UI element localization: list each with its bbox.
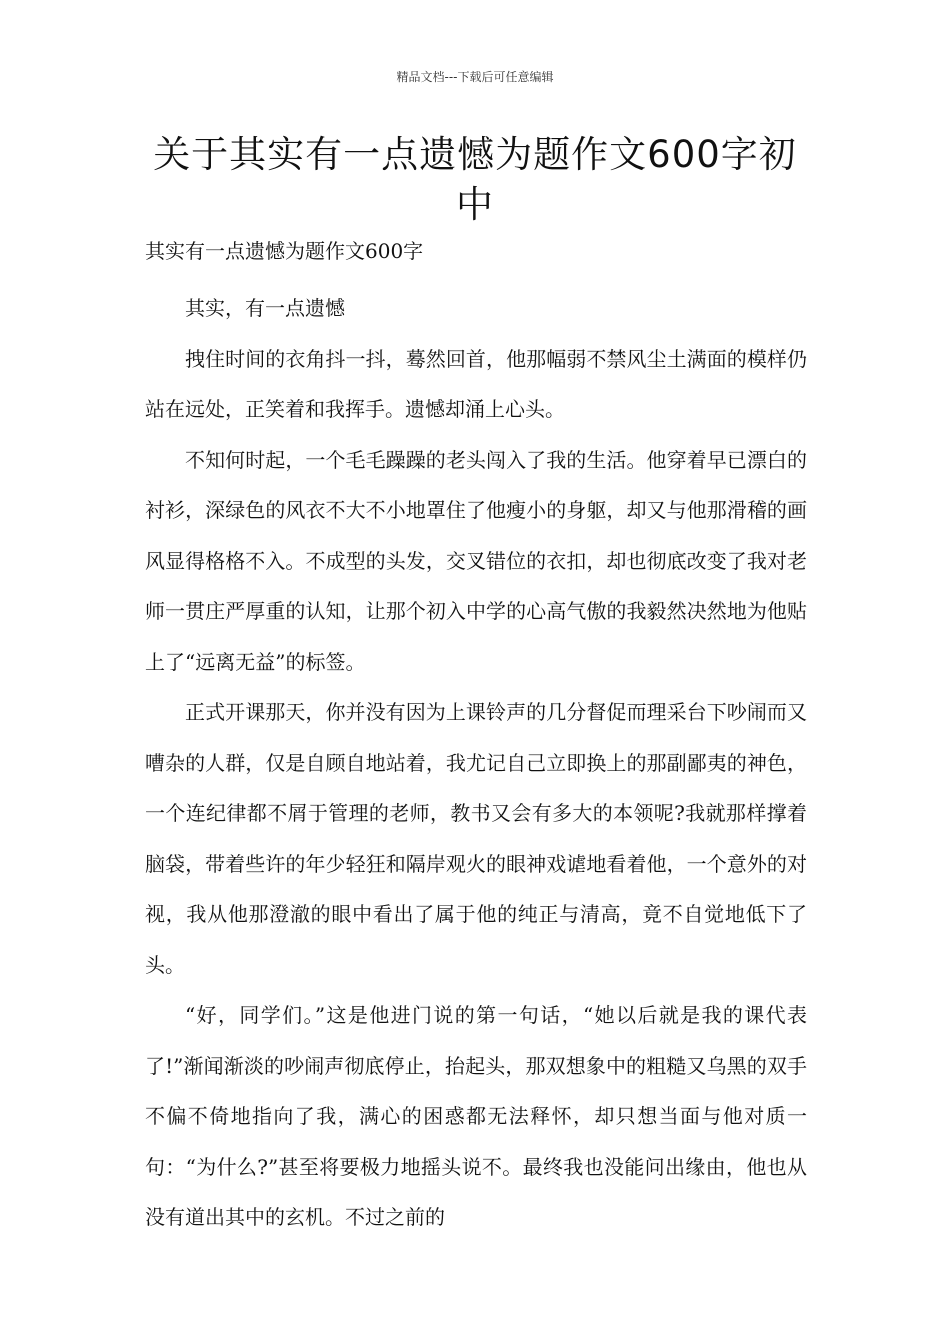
paragraph: “好，同学们。”这是他进门说的第一句话，“她以后就是我的课代表了!”渐闻渐淡的吵闹声彻底停止，抬起头，那双想象中的粗糙又乌黑的双手不偏不倚地指向了我，满心的困惑都无法释怀，却只想当面与他对质一句：“为什么?”甚至将要极力地摇头说不。最终我也没能问出缘由，他也从没有道出其中的玄机。不过之前的 <box>145 1003 807 1229</box>
paragraph: 其实，有一点遗憾 <box>185 296 345 320</box>
document-body <box>145 283 807 1243</box>
paragraph: 拽住时间的衣角抖一抖，蓦然回首，他那幅弱不禁风尘土满面的模样仍站在远处，正笑着和我挥手。遗憾却涌上心头。 <box>145 346 807 421</box>
paragraph: 正式开课那天，你并没有因为上课铃声的几分督促而理采台下吵闹而又嘈杂的人群，仅是自顾自地站着，我尤记自己立即换上的那副鄙夷的神色，一个连纪律都不屑于管理的老师，教书又会有多大的本领呢?我就那样撑着脑袋，带着些许的年少轻狂和隔岸观火的眼神戏谑地看着他，一个意外的对视，我从他那澄澈的眼中看出了属于他的纯正与清高，竟不自觉地低下了头。 <box>145 700 807 977</box>
document-title: 关于其实有一点遗憾为题作文600字初中 <box>153 133 797 226</box>
paragraph: 不知何时起，一个毛毛躁躁的老头闯入了我的生活。他穿着早已漂白的衬衫，深绿色的风衣不大不小地罩住了他瘦小的身躯，却又与他那滑稽的画风显得格格不入。不成型的头发，交叉错位的衣扣，却也彻底改变了我对老师一贯庄严厚重的认知，让那个初入中学的心高气傲的我毅然决然地为他贴上了“远离无益”的标签。 <box>145 447 807 674</box>
document-subtitle: 其实有一点遗憾为题作文600字 <box>145 239 424 263</box>
header-note: 精品文档---下载后可任意编辑 <box>396 70 554 84</box>
